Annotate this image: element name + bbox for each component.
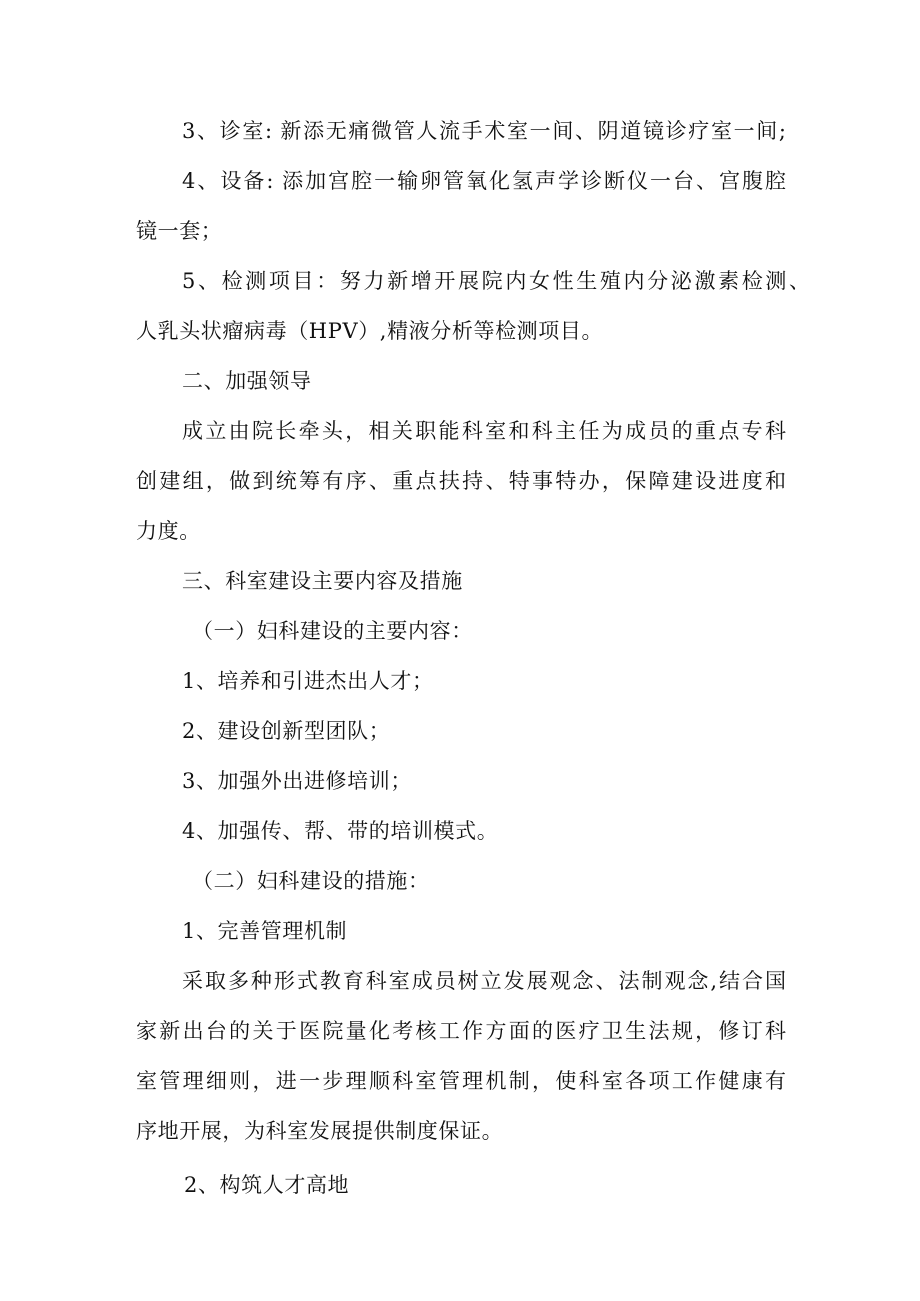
item-equipment-continued: 镜一套； (136, 219, 223, 243)
leadership-paragraph-line: 创建组，做到统筹有序、重点扶持、特事特办，保障建设进度和 (136, 469, 786, 493)
item-clinic-rooms: 3、诊室: 新添无痛微管人流手术室一间、阴道镜诊疗室一间; (182, 119, 786, 143)
section-heading-leadership: 二、加强领导 (182, 369, 312, 393)
management-paragraph-line: 采取多种形式教育科室成员树立发展观念、法制观念,结合国 (182, 969, 786, 993)
item-testing-projects: 5、检测项目：努力新增开展院内女性生殖内分泌激素检测、 (182, 269, 810, 293)
item-equipment: 4、设备: 添加宫腔一输卵管氧化氢声学诊断仪一台、宫腹腔 (182, 169, 786, 193)
subsection-heading-measures: （二）妇科建设的措施： (192, 869, 430, 893)
list-item: 3、加强外出进修培训； (182, 769, 412, 793)
measure-heading-talent: 2、构筑人才高地 (184, 1173, 350, 1197)
measure-heading-management: 1、完善管理机制 (182, 919, 348, 943)
item-testing-projects-continued: 人乳头状瘤病毒（HPV）,精液分析等检测项目。 (136, 319, 604, 343)
subsection-heading-main-content: （一）妇科建设的主要内容： (192, 619, 473, 643)
list-item: 1、培养和引进杰出人才； (182, 669, 434, 693)
leadership-paragraph-line: 力度。 (136, 519, 201, 543)
management-paragraph-line: 序地开展，为科室发展提供制度保证。 (136, 1119, 504, 1143)
management-paragraph-line: 室管理细则，进一步理顺科室管理机制，使科室各项工作健康有 (136, 1069, 786, 1093)
management-paragraph-line: 家新出台的关于医院量化考核工作方面的医疗卫生法规，修订科 (136, 1019, 786, 1043)
section-heading-department-construction: 三、科室建设主要内容及措施 (182, 569, 463, 593)
list-item: 2、建设创新型团队； (182, 719, 391, 743)
list-item: 4、加强传、帮、带的培训模式。 (182, 819, 499, 843)
leadership-paragraph-line: 成立由院长牵头，相关职能科室和科主任为成员的重点专科 (182, 419, 786, 443)
